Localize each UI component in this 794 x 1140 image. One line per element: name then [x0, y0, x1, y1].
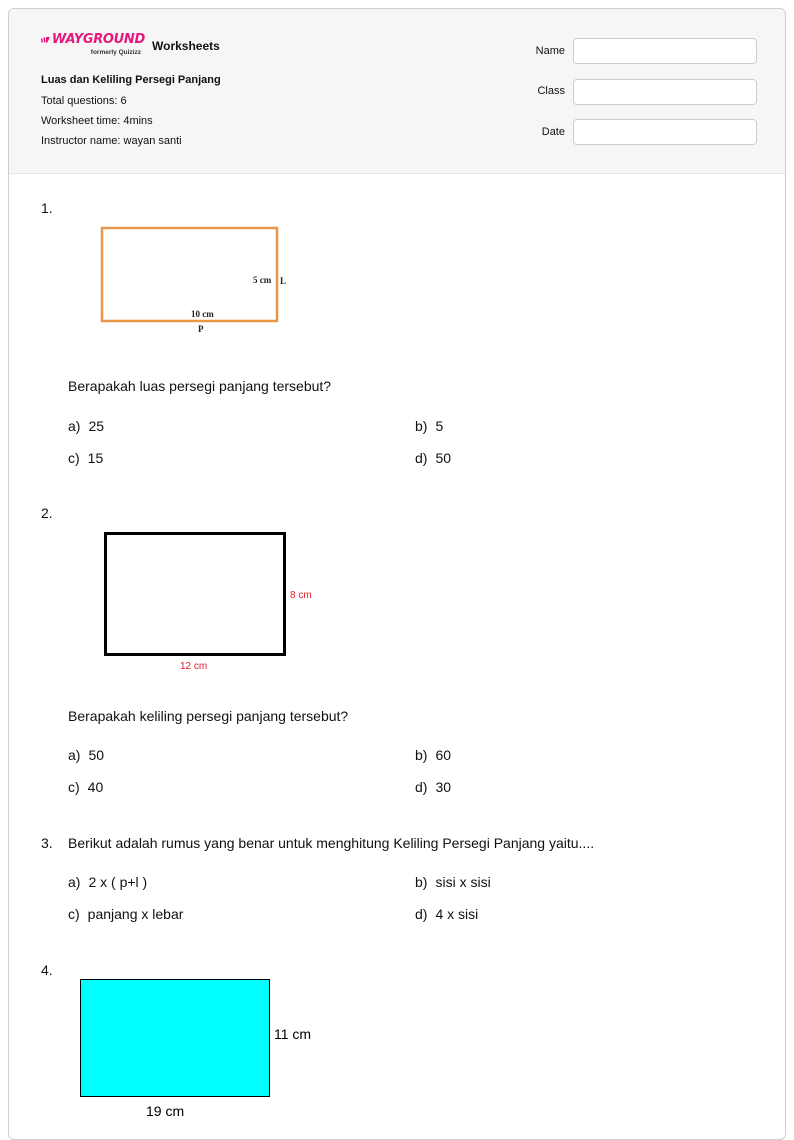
- instructor-name: Instructor name: wayan santi: [41, 135, 182, 147]
- q1-rectangle: [102, 228, 277, 321]
- q1-height-label: 5 cm: [253, 275, 272, 285]
- q2-height-label: 8 cm: [290, 590, 312, 601]
- option-letter: a): [68, 874, 81, 890]
- worksheet-time: Worksheet time: 4mins: [41, 115, 153, 127]
- wayground-logo: [41, 33, 145, 56]
- class-label: Class: [537, 85, 565, 97]
- option-letter: c): [68, 906, 80, 922]
- q2-width-label: 12 cm: [180, 661, 208, 672]
- q3-option-b[interactable]: [415, 874, 491, 890]
- option-text: 5: [435, 418, 444, 434]
- question-2-text: Berapakah keliling persegi panjang tersebut?: [68, 708, 349, 724]
- question-1-figure: [97, 223, 307, 335]
- q4-height-label: 11 cm: [274, 1026, 312, 1042]
- q2-option-b[interactable]: [415, 747, 451, 763]
- option-text: panjang x lebar: [87, 906, 184, 922]
- question-1-text: Berapakah luas persegi panjang tersebut?: [68, 378, 332, 394]
- q4-rectangle: [81, 980, 270, 1097]
- option-letter: a): [68, 418, 81, 434]
- q1-height-letter: L: [280, 276, 287, 286]
- total-questions: Total questions: 6: [41, 95, 127, 107]
- option-letter: b): [415, 418, 428, 434]
- name-label: Name: [535, 45, 565, 57]
- option-text: 50: [435, 450, 452, 466]
- option-text: 2 x ( p+l ): [88, 874, 148, 890]
- q3-option-a[interactable]: [68, 874, 147, 890]
- question-4-figure: [77, 975, 337, 1124]
- q3-option-d[interactable]: [415, 906, 478, 922]
- worksheet-header: [9, 9, 785, 174]
- q2-rectangle: [106, 534, 285, 655]
- q3-option-c[interactable]: [68, 906, 183, 922]
- class-input[interactable]: [573, 79, 757, 105]
- q1-width-label: 10 cm: [191, 309, 214, 319]
- option-text: 40: [87, 779, 104, 795]
- option-letter: b): [415, 874, 428, 890]
- q1-option-c[interactable]: [68, 450, 103, 466]
- worksheet-page: [8, 8, 786, 1140]
- q4-width-label: 19 cm: [146, 1103, 185, 1119]
- question-1-number: 1.: [41, 200, 53, 216]
- date-label: Date: [541, 126, 565, 138]
- option-letter: d): [415, 450, 428, 466]
- question-4-number: 4.: [41, 962, 53, 978]
- option-text: 4 x sisi: [435, 906, 479, 922]
- question-2-number: 2.: [41, 505, 53, 521]
- option-letter: d): [415, 779, 428, 795]
- q1-width-letter: P: [198, 324, 204, 334]
- date-input[interactable]: [573, 119, 757, 145]
- option-letter: c): [68, 450, 80, 466]
- option-text: 60: [435, 747, 452, 763]
- option-letter: a): [68, 747, 81, 763]
- q1-option-b[interactable]: [415, 418, 443, 434]
- option-letter: b): [415, 747, 428, 763]
- question-2-figure: [101, 529, 341, 679]
- q1-option-d[interactable]: [415, 450, 451, 466]
- option-text: 30: [435, 779, 452, 795]
- option-letter: c): [68, 779, 80, 795]
- q2-option-a[interactable]: [68, 747, 104, 763]
- option-letter: d): [415, 906, 428, 922]
- worksheet-title: Luas dan Keliling Persegi Panjang: [41, 74, 221, 86]
- q2-option-d[interactable]: [415, 779, 451, 795]
- question-3-number: 3.: [41, 835, 53, 851]
- logo-text: WAYGROUND: [51, 32, 145, 47]
- app-name: Worksheets: [152, 39, 220, 53]
- option-text: 50: [88, 747, 105, 763]
- q2-option-c[interactable]: [68, 779, 103, 795]
- option-text: sisi x sisi: [435, 874, 491, 890]
- question-3-text: Berikut adalah rumus yang benar untuk menghitung Keliling Persegi Panjang yaitu....: [68, 835, 595, 851]
- q1-option-a[interactable]: [68, 418, 104, 434]
- logo-subtitle: formerly Quizizz: [90, 49, 141, 56]
- option-text: 15: [87, 450, 104, 466]
- name-input[interactable]: [573, 38, 757, 64]
- option-text: 25: [88, 418, 105, 434]
- wayground-logo-icon: [41, 34, 50, 46]
